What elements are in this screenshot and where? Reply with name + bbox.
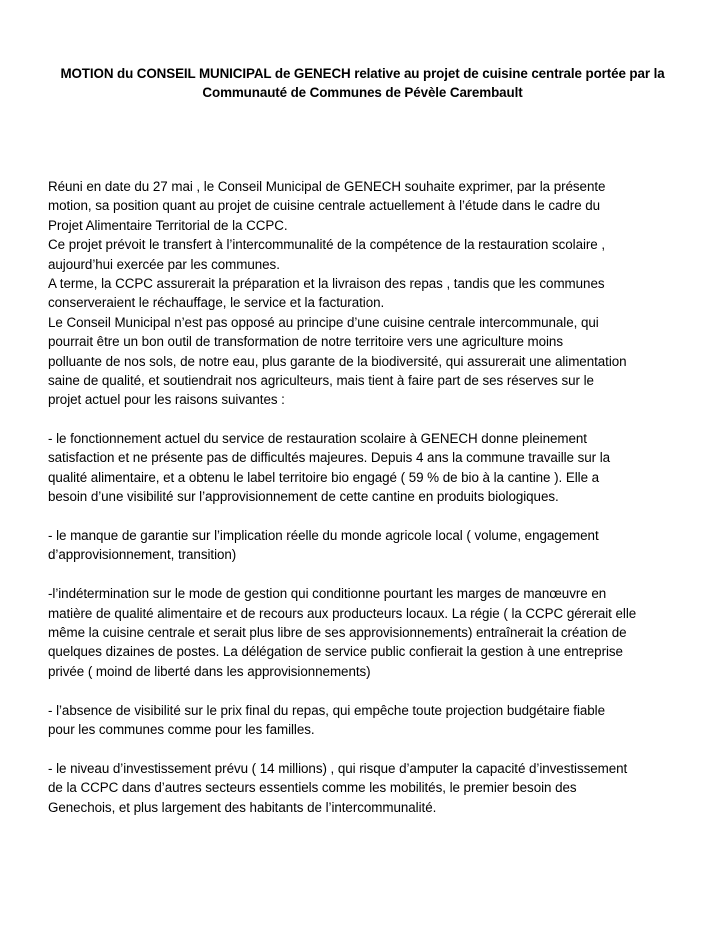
point-paragraph-2 xyxy=(48,526,678,565)
intro-line: Réuni en date du 27 mai , le Conseil Municipal de GENECH souhaite exprimer, par la présente xyxy=(48,179,606,194)
point-line: pour les communes comme pour les familles. xyxy=(48,721,315,737)
point-paragraph-3 xyxy=(48,584,678,681)
intro-line: aujourd’hui exercée par les communes. xyxy=(48,256,280,272)
point-paragraph-4 xyxy=(48,701,678,740)
point-line: d’approvisionnement, transition) xyxy=(48,547,237,563)
point-line: qualité alimentaire, et a obtenu le label territoire bio engagé ( 59 % de bio à la cantine ). Elle a xyxy=(48,469,600,485)
point-line: - le niveau d’investissement prévu ( 14 millions) , qui risque d’amputer la capacité d’investissement xyxy=(48,760,628,776)
intro-line: pourrait être un bon outil de transformation de notre territoire vers une agriculture moins xyxy=(48,334,563,350)
paragraph-gap xyxy=(48,739,678,758)
paragraph-gap xyxy=(48,507,678,526)
intro-line: Ce projet prévoit le transfert à l’intercommunalité de la compétence de la restauration scolaire , xyxy=(48,237,606,253)
point-line: même la cuisine centrale et serait plus libre de ses approvisionnements) entraînerait la création de xyxy=(48,624,627,640)
point-line: quelques dizaines de postes. La délégation de service public confierait la gestion à une entreprise xyxy=(48,644,623,660)
intro-line: conserveraient le réchauffage, le service et la facturation. xyxy=(48,295,385,311)
point-line: de la CCPC dans d’autres secteurs essentiels comme les mobilités, le premier besoin des xyxy=(48,780,577,796)
intro-line: Projet Alimentaire Territorial de la CCPC. xyxy=(48,217,288,233)
intro-line: polluante de nos sols, de notre eau, plus garante de la biodiversité, qui assurerait une alimentation xyxy=(48,353,627,369)
intro-line: saine de qualité, et soutiendrait nos agriculteurs, mais tient à faire part de ses réserves sur le xyxy=(48,372,594,388)
intro-line: motion, sa position quant au projet de cuisine centrale actuellement à l’étude dans le cadre du xyxy=(48,198,601,214)
point-paragraph-1 xyxy=(48,429,678,507)
point-line: - le manque de garantie sur l’implication réelle du monde agricole local ( volume, engagement xyxy=(48,528,599,544)
point-line: matière de qualité alimentaire et de recours aux producteurs locaux. La régie ( la CCPC gérerait elle xyxy=(48,605,637,621)
point-line: privée ( moind de liberté dans les approvisionnements) xyxy=(48,663,371,679)
point-line: satisfaction et ne présente pas de difficultés majeures. Depuis 4 ans la commune travaille sur la xyxy=(48,450,611,466)
point-line: - l’absence de visibilité sur le prix final du repas, qui empêche toute projection budgétaire fiable xyxy=(48,702,605,718)
paragraph-gap xyxy=(48,410,678,429)
paragraph-gap xyxy=(48,565,678,584)
intro-line: projet actuel pour les raisons suivantes : xyxy=(48,392,285,408)
intro-line: A terme, la CCPC assurerait la préparation et la livraison des repas , tandis que les communes xyxy=(48,275,605,291)
intro-paragraph xyxy=(48,177,678,410)
intro-line: Le Conseil Municipal n’est pas opposé au principe d’une cuisine centrale intercommunale, qui xyxy=(48,314,599,330)
point-paragraph-5 xyxy=(48,759,678,817)
point-line: -l’indétermination sur le mode de gestion qui conditionne pourtant les marges de manœuvre en xyxy=(48,586,607,602)
point-line: besoin d’une visibilité sur l’approvisionnement de cette cantine en produits biologiques. xyxy=(48,489,559,505)
title-line-1: MOTION du CONSEIL MUNICIPAL de GENECH relative au projet de cuisine centrale portée par la xyxy=(60,66,665,81)
paragraph-gap xyxy=(48,681,678,700)
document-title xyxy=(40,64,685,102)
point-line: Genechois, et plus largement des habitants de l’intercommunalité. xyxy=(48,799,437,815)
point-line: - le fonctionnement actuel du service de restauration scolaire à GENECH donne pleinement xyxy=(48,431,587,447)
document-body xyxy=(48,177,678,817)
title-line-2: Communauté de Communes de Pévèle Carembault xyxy=(202,85,523,100)
